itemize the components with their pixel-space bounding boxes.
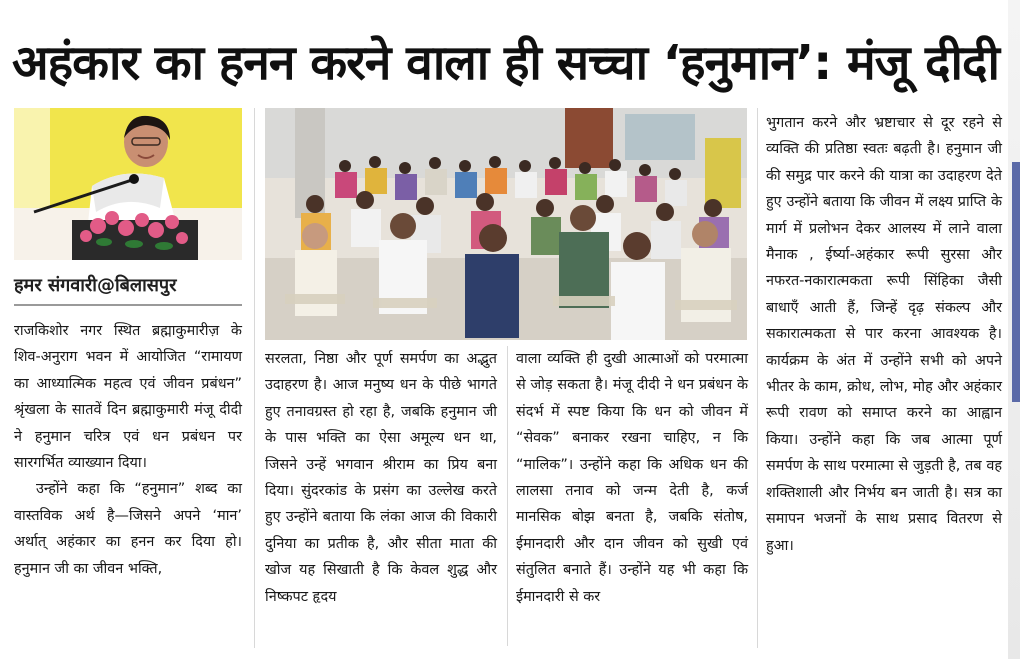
speaker-portrait-photo: [14, 108, 242, 260]
adjacent-page-photo: [1012, 162, 1020, 402]
article-column-1: [14, 318, 242, 582]
article-column-3: [516, 346, 748, 610]
byline-divider: [14, 304, 242, 306]
article-paragraph: उन्होंने कहा कि “हनुमान” शब्द का वास्तविक अर्थ है—जिसने अपने ‘मान’ अर्थात् अहंकार का हनन कर दिया हो। हनुमान जी का जीवन भक्ति,: [14, 481, 242, 577]
audience-illustration: [265, 108, 747, 340]
column-divider: [254, 108, 255, 648]
headline: अहंकार का हनन करने वाला ही सच्चा ‘हनुमान’: मंजू दीदी: [12, 35, 999, 91]
column-divider: [507, 346, 508, 646]
speaker-portrait-illustration: [14, 108, 242, 260]
article-paragraph: वाला व्यक्ति ही दुखी आत्माओं को परमात्मा से जोड़ सकता है। मंजू दीदी ने धन प्रबंधन के संदर्भ में स्पष्ट किया कि धन को जीवन में “सेवक” बनाकर रखना चाहिए, न कि “मालिक”। उन्होंने कहा कि अधिक धन की लालसा तनाव को जन्म देती है, कर्ज मानसिक बोझ बनता है, जबकि संतोष, ईमानदारी और दान जीवन को सुखी एवं संतुलित बनाते हैं। उन्होंने यह भी कहा कि ईमानदारी से कर: [516, 351, 748, 605]
article-paragraph: भुगतान करने और भ्रष्टाचार से दूर रहने से व्यक्ति की प्रतिष्ठा स्वतः बढ़ती है। हनुमान जी की समुद्र पार करने की यात्रा का उदाहरण देते हुए उन्होंने बताया कि जीवन में लक्ष्य प्राप्ति के मार्ग में प्रलोभन देकर आलस्य में लाने वाला मैनाक , ईर्ष्या-अहंकार रूपी सुरसा और नफरत-नकारात्मकता रूपी सिंहिका जैसी बाधाएँ आती हैं, जिन्हें दृढ़ संकल्प और सकारात्मकता से पार करना आवश्यक है। कार्यक्रम के अंत में उन्होंने सभी को अपने भीतर के काम, क्रोध, लोभ, मोह और अहंकार रूपी रावण को समाप्त करने का आह्वान किया। उन्होंने कहा कि जब आत्मा पूर्ण समर्पण के साथ परमात्मा से जुड़ती है, तब वह शक्तिशाली और निर्भय बन जाती है। सत्र का समापन भजनों के साथ प्रसाद वितरण से हुआ।: [766, 115, 1002, 554]
article-paragraph: सरलता, निष्ठा और पूर्ण समर्पण का अद्भुत उदाहरण है। आज मनुष्य धन के पीछे भागते हुए तनावग्रस्त हो रहा है, जबकि हनुमान जी के पास भक्ति का ऐसा अमूल्य धन था, जिसने उन्हें भगवान श्रीराम का प्रिय बना दिया। सुंदरकांड के प्रसंग का उल्लेख करते हुए उन्होंने बताया कि लंका आज की विकारी दुनिया का प्रतीक है, और सीता माता की खोज यह सिखाती है कि केवल शुद्ध और निष्कपट हृदय: [265, 351, 497, 605]
audience-photo: [265, 108, 747, 340]
article-column-2: [265, 346, 497, 610]
column-divider: [757, 108, 758, 648]
article-paragraph: राजकिशोर नगर स्थित ब्रह्माकुमारीज़ के शिव-अनुराग भवन में आयोजित “रामायण का आध्यात्मिक महत्व एवं जीवन प्रबंधन” श्रृंखला के सातवें दिन ब्रह्माकुमारी मंजू दीदी ने हनुमान चरित्र एवं धन प्रबंधन पर सारगर्भित व्याख्यान दिया।: [14, 323, 242, 472]
byline: हमर संगवारी@बिलासपुर: [14, 275, 177, 296]
article-column-4: [766, 110, 1002, 559]
